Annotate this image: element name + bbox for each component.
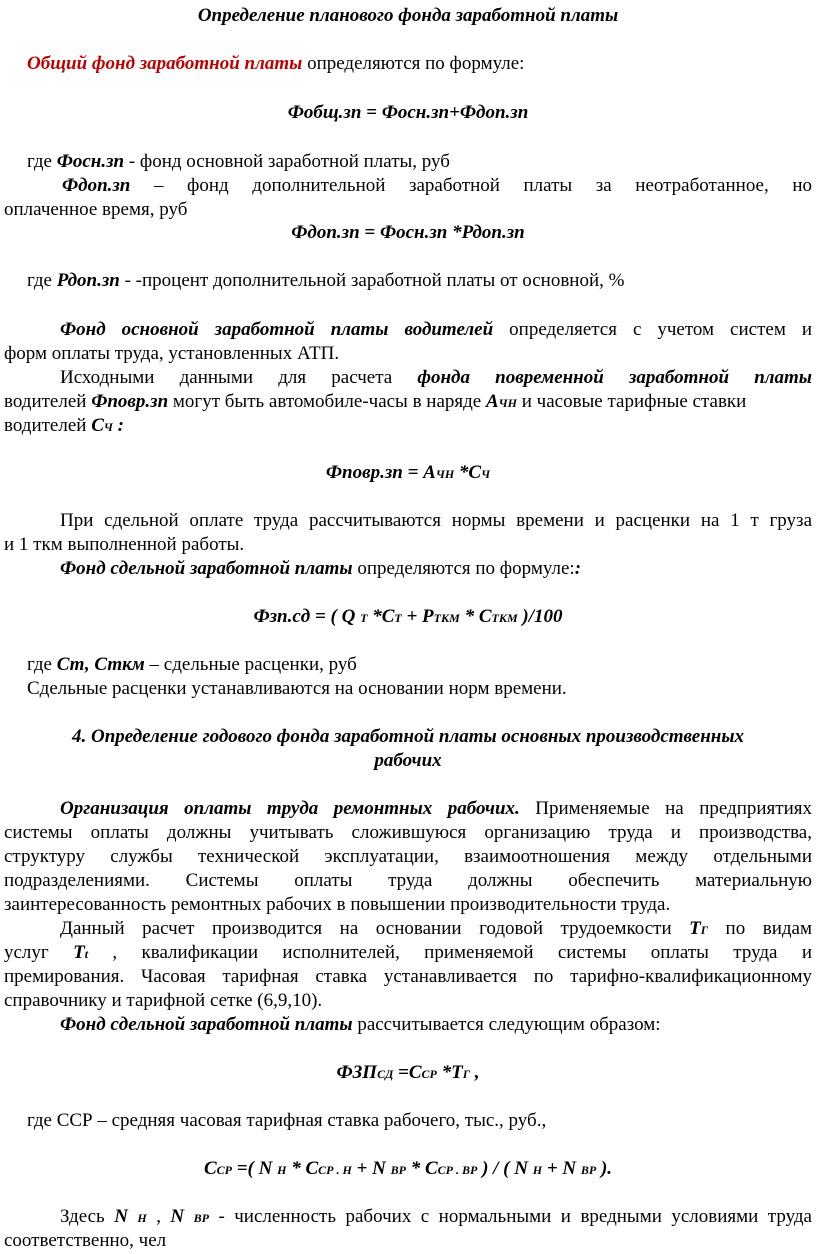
term: N	[170, 1206, 194, 1227]
subscript: Т	[394, 611, 402, 625]
text: * С	[459, 606, 492, 627]
paragraph-piece-fund-calc	[4, 1013, 812, 1037]
definition-additional-fund	[4, 174, 812, 198]
paragraph-workers	[4, 1205, 812, 1230]
subscript: ВР	[390, 1163, 406, 1177]
text: С	[203, 1158, 217, 1179]
term: Фонд основной заработной платы водителей	[60, 319, 494, 340]
text: Фзп.сд = ( Q	[253, 606, 361, 627]
text: =( N	[231, 1158, 278, 1179]
text: – фонд дополнительной заработной платы за неотработанное, но	[130, 175, 812, 196]
subscript: Н	[277, 1163, 287, 1177]
paragraph-organization-line2: системы оплаты должны учитывать сложившуюся организацию труда и производства,	[4, 822, 812, 843]
section-heading: 4. Определение годового фонда заработной платы основных производственных	[71, 726, 745, 747]
text: – сдельные расценки, руб	[144, 654, 357, 675]
paragraph-calculation-line4: справочнику и тарифной сетке (6,9,10).	[4, 990, 323, 1011]
subscript: Н	[137, 1211, 147, 1225]
text: *С	[367, 606, 395, 627]
term: А	[485, 391, 499, 412]
subscript: ЧН	[498, 396, 517, 410]
subscript: СР	[216, 1163, 232, 1177]
paragraph-calculation-line3: премирования. Часовая тарифная ставка устанавливается по тарифно-квалификационному	[4, 966, 812, 987]
subscript: СД	[377, 1067, 394, 1081]
text: Применяемые на предприятиях	[519, 798, 813, 819]
subscript: СР	[421, 1067, 437, 1081]
term: Организация оплаты труда ремонтных рабочих.	[60, 798, 520, 819]
text: + Р	[401, 606, 434, 627]
term: Т	[689, 918, 701, 939]
term: Фосн.зп	[56, 151, 125, 172]
term: Фонд сдельной заработной платы	[60, 1014, 353, 1035]
text: ).	[596, 1158, 613, 1179]
term-total-fund: Общий фонд заработной платы	[27, 53, 303, 74]
text: Исходными данными для расчета	[60, 367, 418, 388]
term: N	[114, 1206, 138, 1227]
text: где	[27, 270, 57, 291]
text: ,	[470, 1062, 480, 1083]
definition-percent	[4, 269, 812, 293]
text: Фповр.зп = А	[325, 462, 436, 483]
paragraph-organization-line5: заинтересованность ремонтных рабочих в повышении производительности труда.	[4, 894, 671, 915]
paragraph-calculation	[4, 917, 812, 942]
formula-time-fund	[4, 461, 812, 486]
term: Рдоп.зп	[56, 270, 120, 291]
text: * С	[405, 1158, 438, 1179]
text: водителей	[4, 391, 92, 412]
paragraph-calculation-line2	[4, 941, 812, 966]
formula-fzp	[4, 1061, 812, 1086]
term: Фдоп.зп	[62, 175, 131, 196]
paragraph-time-fund	[4, 366, 812, 390]
term: фонда повременной заработной платы	[417, 367, 812, 388]
paragraph-drivers-fund-cont: форм оплаты труда, установленных АТП.	[4, 343, 340, 364]
text: )/100	[517, 606, 563, 627]
text: рассчитывается следующим образом:	[352, 1014, 661, 1035]
text: определяются по формуле:	[352, 558, 575, 579]
definition-additional-fund-cont: оплаченное время, руб	[4, 199, 188, 220]
subscript: ТКМ	[491, 611, 518, 625]
formula-piece-fund	[4, 605, 812, 630]
paragraph-organization-line4: подразделениями. Системы оплаты труда должны обеспечить материальную	[4, 870, 812, 891]
paragraph-time-fund-line2	[4, 390, 812, 415]
paragraph-organization-line3: структуру службы технической эксплуатации, взаимоотношения между отдельными	[4, 846, 812, 867]
term: С	[91, 415, 104, 436]
subscript: Г	[700, 923, 709, 937]
term: Фонд сдельной заработной платы	[60, 558, 353, 579]
term: Т	[73, 942, 85, 963]
definition-piece-rates	[4, 653, 812, 677]
text: по видам	[708, 918, 812, 939]
subscript: СР . Н	[318, 1163, 352, 1177]
subscript: t	[84, 947, 89, 961]
subscript: Н	[532, 1163, 543, 1177]
subscript: Т	[360, 611, 368, 625]
text: услуг	[4, 942, 74, 963]
text: водителей	[4, 415, 92, 436]
paragraph-drivers-fund	[4, 318, 812, 342]
text: =С	[393, 1062, 422, 1083]
term: Фповр.зп	[91, 391, 169, 412]
paragraph-piece-rate: При сдельной оплате труда рассчитываются нормы времени и расценки на 1 т груза	[60, 510, 812, 531]
text: ,	[146, 1206, 171, 1227]
text: + N	[542, 1158, 581, 1179]
definition-main-fund	[4, 150, 812, 174]
text: где	[27, 654, 57, 675]
text: ФЗП	[336, 1062, 378, 1083]
subscript: СР . ВР	[437, 1163, 478, 1177]
text: *С	[454, 462, 482, 483]
formula-additional-fund: Фдоп.зп = Фосн.зп *Рдоп.зп	[291, 222, 525, 243]
paragraph-piece-fund	[4, 557, 812, 581]
text: - -процент дополнительной заработной платы от основной, %	[119, 270, 625, 291]
paragraph-workers-cont: соответственно, чел	[4, 1230, 167, 1251]
text: Данный расчет производится на основании годовой трудоемкости	[60, 918, 690, 939]
text: определяется с учетом систем и	[493, 319, 812, 340]
text: где	[27, 151, 57, 172]
text: определяются по формуле:	[302, 53, 525, 74]
term: Ст, Стк	[56, 654, 132, 675]
text: :	[112, 415, 124, 436]
text: * С	[286, 1158, 319, 1179]
note-piece-rates: Сдельные расценки устанавливаются на основании норм времени.	[27, 678, 567, 699]
text: + N	[351, 1158, 391, 1179]
subscript: ТКМ	[433, 611, 460, 625]
subscript: Ч	[103, 420, 113, 434]
subscript: ВР	[193, 1211, 209, 1225]
subscript: ВР	[580, 1163, 597, 1177]
definition-average-rate: где ССР – средняя часовая тарифная ставка рабочего, тыс., руб.,	[27, 1110, 547, 1131]
text: :	[574, 558, 582, 579]
text: , квалификации исполнителей, применяемой системы оплаты труда и	[88, 942, 812, 963]
formula-total-fund: Фобщ.зп = Фосн.зп+Фдоп.зп	[287, 102, 529, 123]
paragraph-time-fund-line3	[4, 414, 812, 439]
text: ) / ( N	[477, 1158, 533, 1179]
text: могут быть автомобиле-часы в наряде	[168, 391, 486, 412]
paragraph-organization	[4, 797, 812, 821]
text: *Т	[436, 1062, 463, 1083]
text: и часовые тарифные ставки	[516, 391, 747, 412]
document-title: Определение планового фонда заработной платы	[197, 5, 619, 26]
term: м	[131, 654, 145, 675]
section-heading-cont: рабочих	[374, 750, 442, 771]
paragraph-total-fund	[4, 52, 812, 76]
formula-average-rate	[4, 1157, 812, 1182]
subscript: ЧН	[435, 467, 455, 481]
text: - фонд основной заработной платы, руб	[124, 151, 450, 172]
text: - численность рабочих с нормальными и вредными условиями труда	[208, 1206, 812, 1227]
subscript: Ч	[481, 467, 491, 481]
subscript: Г	[462, 1067, 470, 1081]
paragraph-piece-rate-cont: и 1 ткм выполненной работы.	[4, 534, 245, 555]
text: Здесь	[60, 1206, 115, 1227]
